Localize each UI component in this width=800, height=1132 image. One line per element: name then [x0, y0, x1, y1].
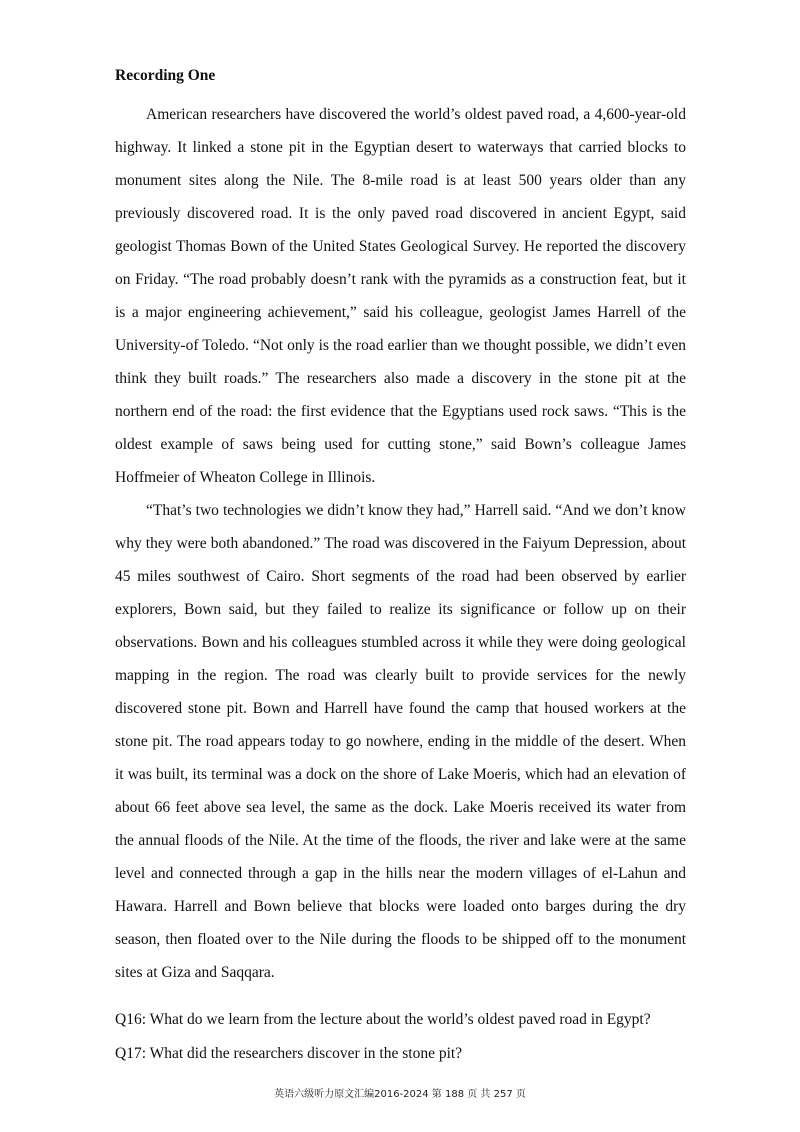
question-16: Q16: What do we learn from the lecture about the world’s oldest paved road in Egypt? — [115, 1011, 651, 1028]
page-footer: 英语六级听力原文汇编2016-2024 第 188 页 共 257 页 — [274, 1089, 526, 1100]
question-17: Q17: What did the researchers discover in the stone pit? — [115, 1045, 463, 1062]
paragraph-1: American researchers have discovered the world’s oldest paved road, a 4,600-year-old highway. It linked a stone pit in the Egyptian desert to waterways that carried blocks to monument sites along the Nile. The 8-mile road is at least 500 years older than any previously discovered road. It is the only paved road discovered in ancient Egypt, said geologist Thomas Bown of the United States Geological Survey. He reported the discovery on Friday. “The road probably doesn’t rank with the pyramids as a construction feat, but it is a major engineering achievement,” said his colleague, geologist James Harrell of the University-of Toledo. “Not only is the road earlier than we thought possible, we didn’t even think they built roads.” The researchers also made a discovery in the stone pit at the northern end of the road: the first evidence that the Egyptians used rock saws. “This is the oldest example of saws being used for cutting stone,” said Bown’s colleague James Hoffmeier of Wheaton College in Illinois. — [115, 106, 686, 486]
section-title: Recording One — [115, 67, 216, 84]
paragraph-2: “That’s two technologies we didn’t know they had,” Harrell said. “And we don’t know why they were both abandoned.” The road was discovered in the Faiyum Depression, about 45 miles southwest of Cairo. Short segments of the road had been observed by earlier explorers, Bown said, but they failed to realize its significance or follow up on their observations. Bown and his colleagues stumbled across it while they were doing geological mapping in the region. The road was clearly built to provide services for the newly discovered stone pit. Bown and Harrell have found the camp that housed workers at the stone pit. The road appears today to go nowhere, ending in the middle of the desert. When it was built, its terminal was a dock on the shore of Lake Moeris, which had an elevation of about 66 feet above sea level, the same as the dock. Lake Moeris received its water from the annual floods of the Nile. At the time of the floods, the river and lake were at the same level and connected through a gap in the hills near the modern villages of el-Lahun and Hawara. Harrell and Bown believe that blocks were loaded onto barges during the dry season, then floated over to the Nile during the floods to be shipped off to the monument sites at Giza and Saqqara. — [115, 502, 686, 981]
